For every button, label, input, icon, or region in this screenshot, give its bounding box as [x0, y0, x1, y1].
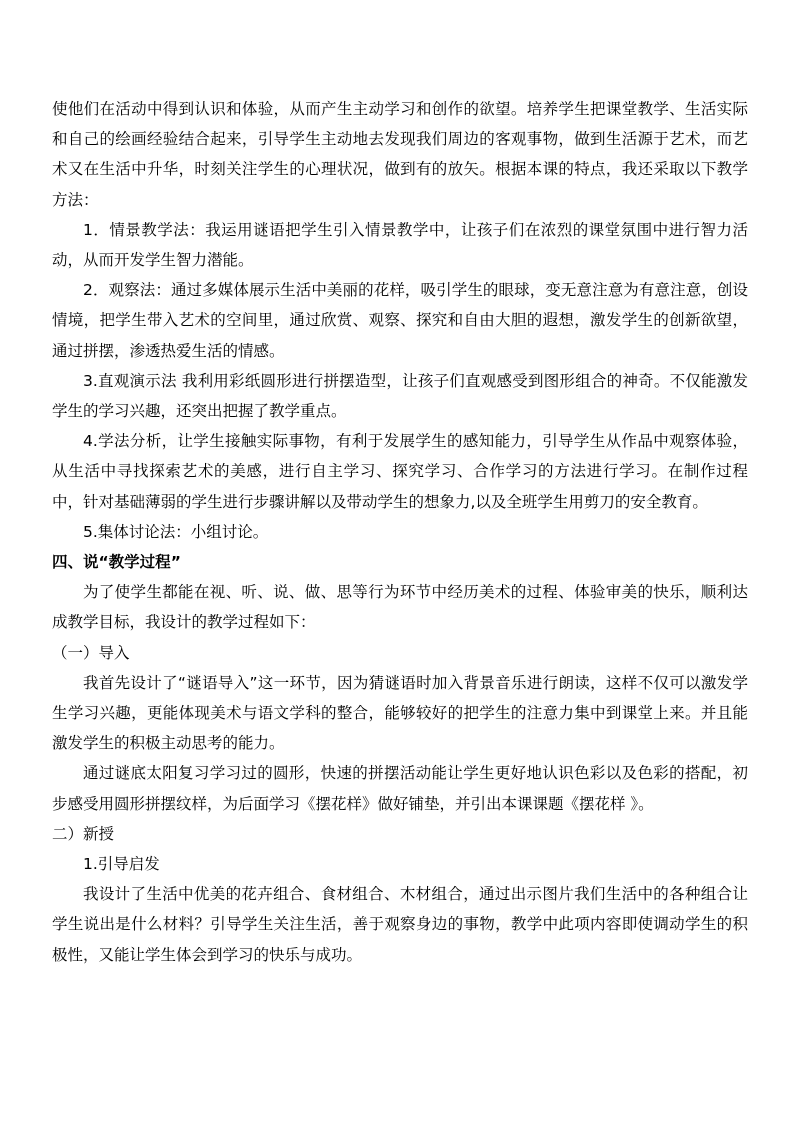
paragraph-method-3: 3.直观演示法 我利用彩纸圆形进行拼摆造型，让孩子们直观感受到图形组合的神奇。不仅能激发学生的学习兴趣，还突出把握了教学重点。: [52, 371, 748, 421]
section-heading-teaching-process: 四、说“教学过程”: [52, 553, 181, 572]
paragraph-method-4: 4.学法分析，让学生接触实际事物，有利于发展学生的感知能力，引导学生从作品中观察体验，从生活中寻找探索艺术的美感，进行自主学习、探究学习、合作学习的方法进行学习。在制作过程中，针对基础薄弱的学生进行步骤讲解以及带动学生的想象力,以及全班学生用剪刀的安全教育。: [52, 432, 748, 511]
paragraph-method-5: 5.集体讨论法：小组讨论。: [83, 522, 269, 541]
paragraph-riddle-intro: 我首先设计了“谜语导入”这一环节，因为猜谜语时加入背景音乐进行朗读，这样不仅可以激发学生学习兴趣，更能体现美术与语文学科的整合，能够较好的把学生的注意力集中到课堂上来。并且能激发学生的积极主动思考的能力。: [52, 673, 748, 753]
subheading-new-lesson: 二）新授: [52, 824, 115, 843]
paragraph-guidance-body: 我设计了生活中优美的花卉组合、食材组合、木材组合，通过出示图片我们生活中的各种组合让学生说出是什么材料？引导学生关注生活，善于观察身边的事物，教学中此项内容即使调动学生的积极性，又能让学生体会到学习的快乐与成功。: [52, 885, 748, 964]
subheading-guidance: 1.引导启发: [83, 855, 160, 874]
paragraph-method-1: 1．情景教学法：我运用谜语把学生引入情景教学中，让孩子们在浓烈的课堂氛围中进行智力活动，从而开发学生智力潜能。: [52, 220, 748, 270]
document-body: [52, 94, 748, 970]
subheading-introduction: （一）导入: [52, 643, 130, 662]
paragraph-intro-continuation: 使他们在活动中得到认识和体验，从而产生主动学习和创作的欲望。培养学生把课堂教学、生活实际和自己的绘画经验结合起来，引导学生主动地去发现我们周边的客观事物，做到生活源于艺术，而艺术又在生活中升华，时刻关注学生的心理状况，做到有的放矢。根据本课的特点，我还采取以下教学方法：: [52, 100, 748, 209]
paragraph-riddle-sun: 通过谜底太阳复习学习过的圆形，快速的拼摆活动能让学生更好地认识色彩以及色彩的搭配，初步感受用圆形拼摆纹样，为后面学习《摆花样》做好铺垫，并引出本课课题《摆花样 》。: [52, 764, 748, 813]
paragraph-method-2: 2．观察法：通过多媒体展示生活中美丽的花样，吸引学生的眼球，变无意注意为有意注意，创设情境，把学生带入艺术的空间里，通过欣赏、观察、探究和自由大胆的遐想，激发学生的创新欲望，通过拼摆，渗透热爱生活的情感。: [52, 281, 748, 360]
paragraph-process-intro: 为了使学生都能在视、听、说、做、思等行为环节中经历美术的过程、体验审美的快乐，顺利达成教学目标，我设计的教学过程如下：: [52, 583, 748, 632]
